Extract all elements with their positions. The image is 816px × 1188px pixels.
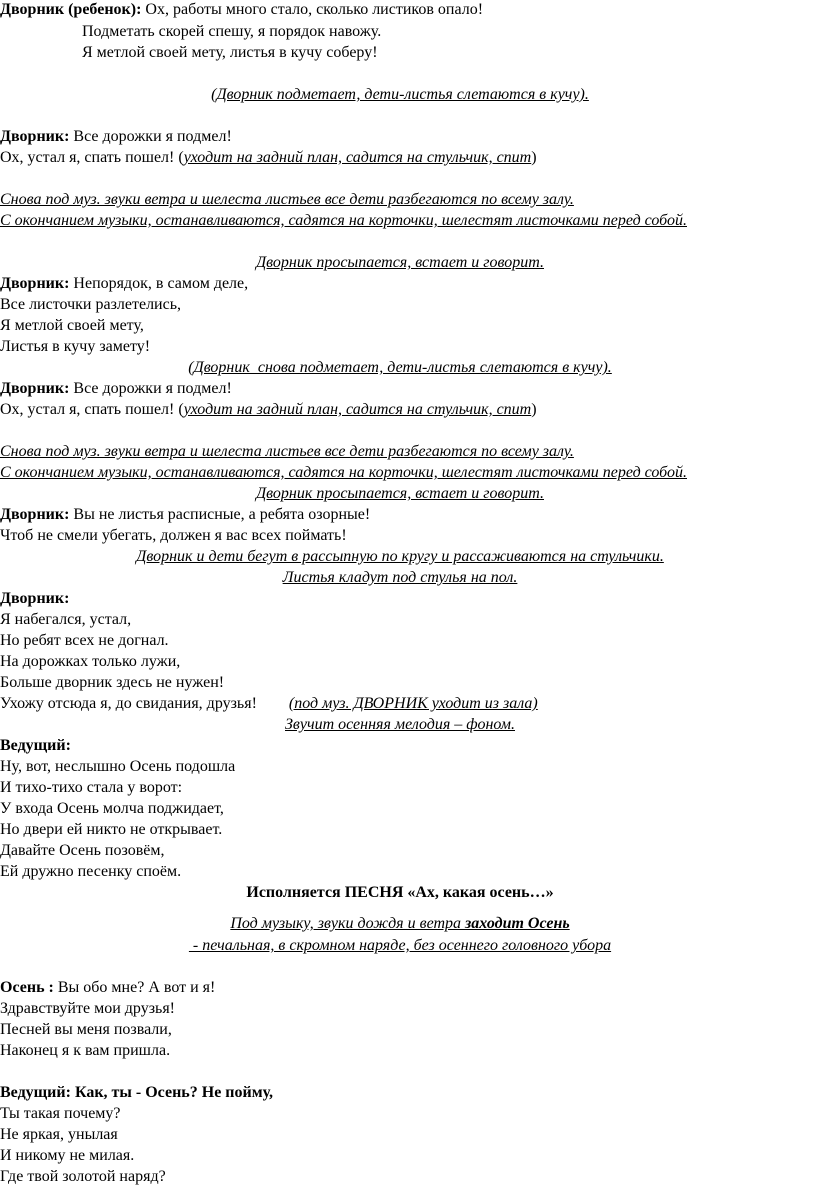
line-text: На дорожках только лужи, xyxy=(0,653,181,670)
line-text: Давайте Осень позовём, xyxy=(0,842,165,859)
line-text: Наконец я к вам пришла. xyxy=(0,1042,171,1059)
line-text: Ты такая почему? xyxy=(0,1105,121,1122)
line-text: Я метлой своей мету, xyxy=(0,317,144,334)
text-line xyxy=(0,820,222,841)
stage-direction: Звучит осенняя мелодия – фоном. xyxy=(285,716,515,733)
line-text: Здравствуйте мои друзья! xyxy=(0,1000,175,1017)
text-line xyxy=(0,1146,134,1167)
text-line xyxy=(0,463,687,484)
speaker-label: Дворник: xyxy=(0,590,70,607)
text-line xyxy=(0,862,181,883)
text-line xyxy=(0,526,347,547)
stage-direction: Под музыку, звуки дождя и ветра xyxy=(230,915,466,932)
text-line xyxy=(0,631,169,652)
text-line xyxy=(0,799,224,820)
line-text: ) xyxy=(531,149,537,166)
text-line xyxy=(0,127,232,148)
speaker-label: Дворник: xyxy=(0,380,70,397)
text-line xyxy=(0,1104,121,1125)
stage-direction: С окончанием музыки, останавливаются, садятся на корточки, шелестят листочками перед собой. xyxy=(0,212,687,229)
text-line xyxy=(0,337,150,358)
text-line xyxy=(0,316,144,337)
line-text: Но ребят всех не догнал. xyxy=(0,632,169,649)
line-text: Больше дворник здесь не нужен! xyxy=(0,674,225,691)
line-text: Где твой золотой наряд? xyxy=(0,1168,166,1185)
stage-direction: С окончанием музыки, останавливаются, садятся на корточки, шелестят листочками перед собой. xyxy=(0,464,687,481)
text-line xyxy=(0,841,165,862)
text-line xyxy=(0,1167,166,1188)
text-line xyxy=(0,547,800,568)
stage-direction: - печальная, в скромном наряде, без осеннего головного убора xyxy=(188,937,612,954)
text-line xyxy=(0,1125,118,1146)
stage-direction: Дворник просыпается, встает и говорит. xyxy=(255,485,544,502)
stage-direction: уходит на задний план, садится на стульчик, спит xyxy=(183,401,532,418)
text-line xyxy=(0,715,800,736)
line-text: Все дорожки я подмел! xyxy=(69,380,232,397)
text-line xyxy=(0,85,800,106)
text-line xyxy=(0,1041,170,1062)
line-text: Листья в кучу замету! xyxy=(0,338,151,355)
line-text: У входа Осень молча поджидает, xyxy=(0,800,224,817)
line-text: Все листочки разлетелись, xyxy=(0,296,182,313)
text-line xyxy=(0,914,800,935)
stage-direction: (под муз. ДВОРНИК уходит из зала) xyxy=(288,695,538,712)
line-text: Я метлой своей мету, листья в кучу соберу! xyxy=(82,44,378,61)
line-text: Ну, вот, неслышно Осень подошла xyxy=(0,758,236,775)
text-line xyxy=(0,589,69,610)
speaker-label: Ведущий: xyxy=(0,1084,71,1101)
speaker-label: Ведущий: xyxy=(0,737,71,754)
text-line xyxy=(0,400,537,421)
text-line xyxy=(0,694,538,715)
text-line xyxy=(82,22,381,43)
stage-direction: (Дворник подметает, дети-листья слетаются в кучу). xyxy=(211,86,589,103)
text-line xyxy=(0,0,483,21)
text-line xyxy=(0,673,224,694)
line-text: ) xyxy=(531,401,537,418)
speaker-label: Дворник: xyxy=(0,275,70,292)
line-text: И тихо-тихо стала у ворот: xyxy=(0,779,183,796)
speaker-label: Дворник: xyxy=(0,506,70,523)
text-line xyxy=(0,999,175,1020)
stage-direction: Снова под муз. звуки ветра и шелеста листьев все дети разбегаются по всему залу. xyxy=(0,443,574,460)
text-line xyxy=(0,1083,273,1104)
line-text: Подметать скорей спешу, я порядок навожу. xyxy=(82,23,382,40)
line-text: Вы обо мне? А вот и я! xyxy=(53,979,216,996)
text-line xyxy=(82,43,378,64)
text-line xyxy=(0,652,180,673)
line-text: Вы не листья расписные, а ребята озорные! xyxy=(69,506,371,523)
text-line xyxy=(0,484,800,505)
text-line xyxy=(0,274,248,295)
line-text: Чтоб не смели убегать, должен я вас всех поймать! xyxy=(0,527,347,544)
text-line xyxy=(0,736,71,757)
text-line xyxy=(0,442,574,463)
text-line xyxy=(0,190,574,211)
stage-direction: Листья кладут под стулья на пол. xyxy=(282,569,518,586)
line-text: Но двери ей никто не открывает. xyxy=(0,821,223,838)
stage-direction: Дворник просыпается, встает и говорит. xyxy=(255,254,544,271)
line-text: Я набегался, устал, xyxy=(0,611,132,628)
line-text: Ох, устал я, спать пошел! ( xyxy=(0,401,184,418)
text-line xyxy=(0,778,182,799)
stage-direction: (Дворник снова подметает, дети-листья слетаются в кучу). xyxy=(188,359,612,376)
stage-direction: Снова под муз. звуки ветра и шелеста листьев все дети разбегаются по всему залу. xyxy=(0,191,574,208)
line-text: Ухожу отсюда я, до свидания, друзья! xyxy=(0,695,289,712)
text-line xyxy=(0,568,800,589)
speaker-label: Дворник (ребенок): xyxy=(0,1,142,18)
speaker-label: Как, ты - Осень? Не пойму, xyxy=(70,1084,274,1101)
text-line xyxy=(0,253,800,274)
text-line xyxy=(0,978,215,999)
speaker-label: Исполняется ПЕСНЯ «Ах, какая осень…» xyxy=(246,884,554,901)
line-text: Песней вы меня позвали, xyxy=(0,1021,172,1038)
line-text: Ох, устал я, спать пошел! ( xyxy=(0,149,184,166)
line-text: Все дорожки я подмел! xyxy=(69,128,232,145)
text-line xyxy=(0,211,687,232)
text-line xyxy=(0,757,235,778)
text-line xyxy=(0,379,232,400)
text-line xyxy=(0,936,800,957)
stage-direction: Дворник и дети бегут в рассыпную по кругу и рассаживаются на стульчики. xyxy=(136,548,664,565)
text-line xyxy=(0,883,800,904)
text-line xyxy=(0,148,537,169)
line-text: Непорядок, в самом деле, xyxy=(69,275,249,292)
text-line xyxy=(0,295,181,316)
text-line xyxy=(0,610,131,631)
speaker-label: Осень : xyxy=(0,979,54,996)
line-text: И никому не милая. xyxy=(0,1147,135,1164)
text-line xyxy=(0,358,800,379)
stage-direction: уходит на задний план, садится на стульчик, спит xyxy=(183,149,532,166)
line-text: Ей дружно песенку споём. xyxy=(0,863,182,880)
line-text: Не яркая, унылая xyxy=(0,1126,118,1143)
stage-direction: заходит Осень xyxy=(465,915,570,932)
text-line xyxy=(0,1020,172,1041)
line-text: Ох, работы много стало, сколько листиков опало! xyxy=(141,1,484,18)
text-line xyxy=(0,505,370,526)
speaker-label: Дворник: xyxy=(0,128,70,145)
